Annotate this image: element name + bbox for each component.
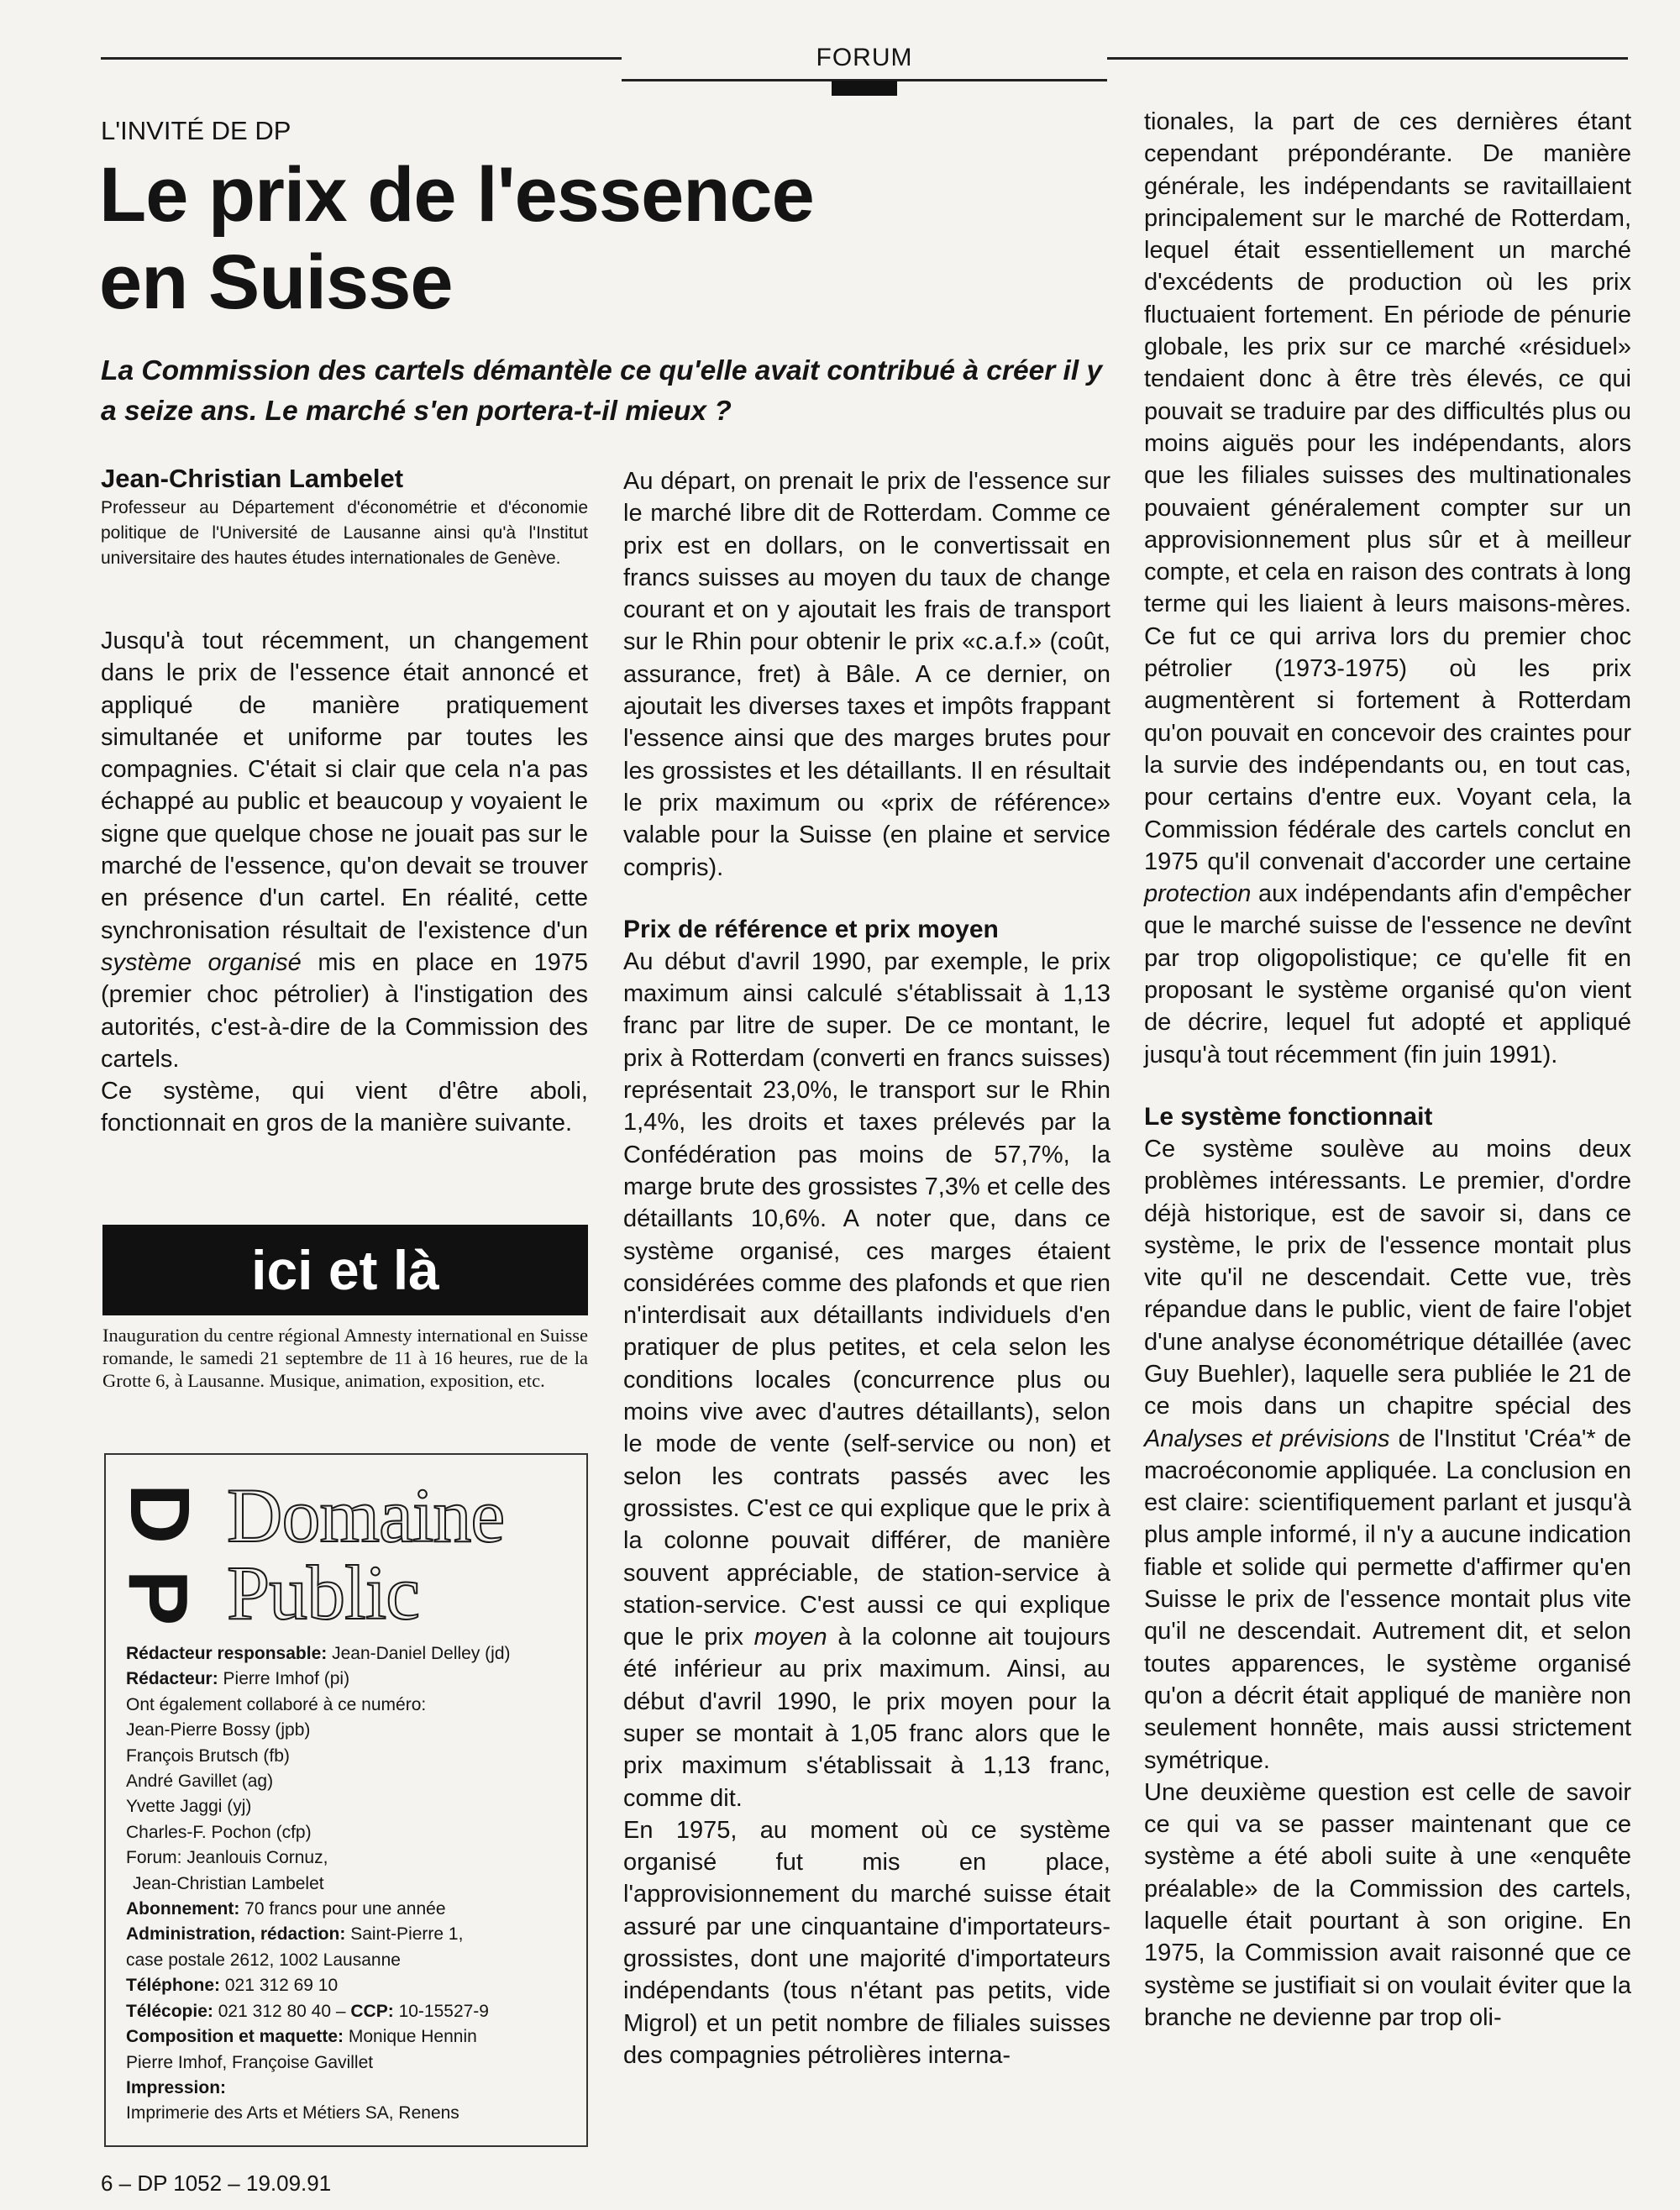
credit-line — [126, 1641, 584, 1667]
dp-logo-d: D — [113, 1483, 207, 1545]
ici-et-la-banner — [102, 1225, 588, 1315]
credit-value: Pierre Imhof (pi) — [223, 1669, 350, 1689]
credit-value: Jean-Daniel Delley (jd) — [332, 1644, 511, 1663]
article-title-line1: Le prix de l'essence — [99, 152, 814, 238]
subheading: Prix de référence et prix moyen — [623, 915, 999, 943]
paragraph: Une deuxième question est celle de savoir ce qui va se passer maintenant que ce système a été aboli suite à une «enquête préalable» de la Commission des cartels, laquelle était pourtant à son origine. En 1975, la Commission avait raisonné que ce système se justifiait si on voulait éviter que la branche ne devienne par trop oli- — [1144, 1778, 1631, 2031]
credit-label: Abonnement: — [126, 1899, 240, 1919]
article-kicker: L'INVITÉ DE DP — [101, 116, 291, 145]
credit-label: Impression: — [126, 2077, 227, 2097]
credit-label: Rédacteur responsable: — [126, 1644, 328, 1663]
subheading: Le système fonctionnait — [1144, 1102, 1433, 1131]
credit-value: Jean-Christian Lambelet — [133, 1873, 324, 1893]
credit-line — [126, 1922, 584, 1947]
credit-value: 10-15527-9 — [398, 2001, 489, 2021]
credit-value: Jean-Pierre Bossy (jpb) — [126, 1720, 311, 1740]
credit-line — [126, 1693, 584, 1718]
credit-value: Imprimerie des Arts et Métiers SA, Renens — [126, 2103, 459, 2123]
credit-line — [126, 2101, 584, 2126]
paragraph: En 1975, au moment où ce système organisé fut mis en place, l'approvisionnement du marché suisse était assuré par une cinquantaine d'importateurs-grossistes, dont une majorité d'importateurs indépendants (tous n'étant pas petits, vide Migrol) et un petit nombre de filiales suisses des compagnies pétrolières interna- — [623, 1816, 1110, 2069]
credit-value: 021 312 80 40 – — [218, 2001, 351, 2021]
section-tab-marker — [832, 81, 897, 96]
credit-value: Pierre Imhof, Françoise Gavillet — [126, 2052, 374, 2072]
credit-line — [126, 1871, 584, 1897]
credit-value: Ont également collaboré à ce numéro: — [126, 1694, 427, 1714]
credit-line — [126, 1845, 584, 1871]
credit-label: Téléphone: — [126, 1976, 221, 1996]
credit-line — [126, 1744, 584, 1769]
credit-line — [126, 1973, 584, 1998]
credit-label: CCP: — [350, 2001, 394, 2021]
credit-value: Yvette Jaggi (yj) — [126, 1797, 252, 1817]
credit-line — [126, 2076, 584, 2101]
credit-value: André Gavillet (ag) — [126, 1772, 274, 1792]
masthead-title-public: Public — [227, 1550, 420, 1635]
masthead-title-domaine: Domaine — [227, 1472, 505, 1558]
credit-line — [126, 1769, 584, 1794]
header-rule-left — [101, 57, 622, 60]
ici-et-la-title: ici et là — [251, 1239, 439, 1301]
credit-line — [126, 1794, 584, 1819]
article-column-3 — [1144, 106, 1631, 2034]
article-lede: La Commission des cartels démantèle ce qu'elle avait contribué à créer il y a seize ans. Le marché s'en portera-t-il mieux ? — [101, 355, 1103, 427]
author-name: Jean-Christian Lambelet — [101, 464, 404, 493]
masthead-credits — [126, 1641, 584, 2127]
credit-label: Rédacteur: — [126, 1669, 218, 1689]
page-footer: 6 – DP 1052 – 19.09.91 — [101, 2171, 332, 2196]
paragraph: Ce système, qui vient d'être aboli, fonctionnait en gros de la manière suivante. — [101, 1078, 588, 1137]
paragraph: Jusqu'à tout récemment, un changement dans le prix de l'essence était annoncé et appliqué de manière pratiquement simultanée et uniforme par toutes les compagnies. C'était si clair que cela n'a pas échappé au public et beaucoup y voyaient le signe que quelque chose ne jouait pas sur le marché de l'essence, qu'on devait se trouver en présence d'un cartel. En réalité, cette synchronisation résultait de l'existence d'un système organisé mis en place en 1975 (premier choc pétrolier) à l'instigation des autorités, c'est-à-dire de la Commission des cartels. — [101, 627, 588, 1073]
article-title-line2: en Suisse — [99, 239, 453, 325]
section-label: FORUM — [816, 44, 913, 71]
credit-value: Forum: Jeanlouis Cornuz, — [126, 1848, 328, 1868]
credit-value: 70 francs pour une année — [244, 1899, 446, 1919]
paragraph: tionales, la part de ces dernières étant cependant prépondérante. De manière générale, les indépendants se ravitaillaient principalement sur le marché de Rotterdam, lequel était essentiellement un marché d'excédents de production où les prix fluctuaient fortement. En période de pénurie globale, les prix sur ce marché «résiduel» tendaient donc à être très élevés, ce qui pouvait se traduire par des difficultés plus ou moins aiguës pour les indépendants, alors que les filiales suisses des multinationales pouvaient généralement compter sur un approvisionnement plus sûr et à meilleur compte, et cela en raison des contrats à long terme qui les liaient à leurs maisons-mères. Ce fut ce qui arriva lors du premier choc pétrolier (1973-1975) où les prix augmentèrent si fortement à Rotterdam qu'on pouvait en concevoir des craintes pour la survie des indépendants ou, en tout cas, pour certains d'entre eux. Voyant cela, la Commission fédérale des cartels conclut en 1975 qu'il convenait d'accorder une certaine protection aux indépendants afin d'empêcher que le marché suisse de l'essence ne devînt par trop oligopolistique; ce qu'elle fit en proposant le système organisé qu'on vient de décrire, lequel fut adopté et appliqué jusqu'à tout récemment (fin juin 1991). — [1144, 108, 1631, 1068]
credit-value: 021 312 69 10 — [224, 1976, 339, 1996]
credit-line — [126, 1718, 584, 1743]
paragraph: Au départ, on prenait le prix de l'essence sur le marché libre dit de Rotterdam. Comme ce prix est en dollars, on le convertissait en francs suisses au moyen du taux de change courant et on y ajoutait les frais de transport sur le Rhin pour obtenir le prix «c.a.f.» (coût, assurance, fret) à Bâle. A ce dernier, on ajoutait les diverses taxes et impôts frappant l'essence ainsi que des marges brutes pour les grossistes et les détaillants. Il en résultait le prix maximum ou «prix de référence» valable pour la Suisse (en plaine et service compris). — [623, 468, 1110, 881]
paragraph: Ce système soulève au moins deux problèmes intéressants. Le premier, d'ordre déjà historique, est de savoir si, dans ce système, le prix de l'essence montait plus vite qu'il ne descendait. Cette vue, très répandue dans le public, vient de faire l'objet d'une analyse économétrique détaillée (avec Guy Buehler), laquelle sera publiée le 21 de ce mois dans un chapitre spécial des Analyses et prévisions de l'Institut 'Créa'* de macroéconomie appliquée. La conclusion en est claire: scientifiquement parlant et jusqu'à plus ample informé, il n'y a aucune indication fiable et solide qui permette d'affirmer qu'en Suisse le prix de l'essence montait plus vite qu'il ne descendait. Autrement dit, et selon toutes apparences, le système organisé qu'on a décrit était appliqué de manière non seulement honnête, mais aussi strictement symétrique. — [1144, 1135, 1631, 1774]
article-column-2 — [623, 465, 1110, 2071]
credit-line — [126, 1999, 584, 2024]
credit-line — [126, 1897, 584, 1922]
credit-value: Charles-F. Pochon (cfp) — [126, 1822, 312, 1842]
credit-label: Composition et maquette: — [126, 2027, 344, 2047]
credit-label: Administration, rédaction: — [126, 1924, 346, 1945]
credit-line — [126, 1948, 584, 1973]
credit-line — [126, 1667, 584, 1692]
credit-value: François Brutsch (fb) — [126, 1745, 290, 1766]
credit-value: Monique Hennin — [348, 2027, 477, 2047]
ici-et-la-text: Inauguration du centre régional Amnesty international en Suisse romande, le samedi 21 septembre de 11 à 16 heures, rue de la Grotte 6, à Lausanne. Musique, animation, exposition, etc. — [102, 1325, 588, 1391]
header-rule-right — [1107, 57, 1628, 60]
credit-label: Télécopie: — [126, 2001, 213, 2021]
credit-line — [126, 1820, 584, 1845]
article-title — [99, 151, 1107, 326]
dp-logo-p: P — [110, 1569, 205, 1626]
author-bio: Professeur au Département d'économétrie et d'économie politique de l'Université de Lausanne ainsi qu'à l'Institut universitaire des hautes études internationales de Genève. — [101, 498, 588, 568]
dp-logo — [110, 1472, 207, 1648]
credit-line — [126, 2050, 584, 2076]
paragraph: Au début d'avril 1990, par exemple, le prix maximum ainsi calculé s'établissait à 1,13 franc par litre de super. De ce montant, le prix à Rotterdam (converti en francs suisses) représentait 23,0%, le transport sur le Rhin 1,4%, les droits et taxes prélevés par la Confédération pas moins de 57,7%, la marge brute des grossistes 7,3% et celle des détaillants 10,6%. A noter que, dans ce système organisé, ces marges étaient considérées comme des plafonds et que rien n'interdisait aux détaillants individuels d'en pratiquer de plus petites, et cela selon les conditions locales (concurrence plus ou moins vive avec d'autres détaillants), selon le mode de vente (self-service ou non) et selon les contrats passés avec les grossistes. C'est ce qui explique que le prix à la colonne pouvait différer, de manière souvent appréciable, de station-service à station-service. C'est aussi ce qui explique que le prix moyen à la colonne ait toujours été inférieur au prix maximum. Ainsi, au début d'avril 1990, le prix moyen pour la super se montait à 1,05 franc alors que le prix maximum s'établissait à 1,13 franc, comme dit. — [623, 948, 1111, 1812]
article-column-1 — [101, 625, 588, 1140]
credit-value: Saint-Pierre 1, — [350, 1924, 464, 1945]
credit-value: case postale 2612, 1002 Lausanne — [126, 1950, 401, 1970]
credit-line — [126, 2024, 584, 2050]
masthead-box — [104, 1453, 588, 2147]
